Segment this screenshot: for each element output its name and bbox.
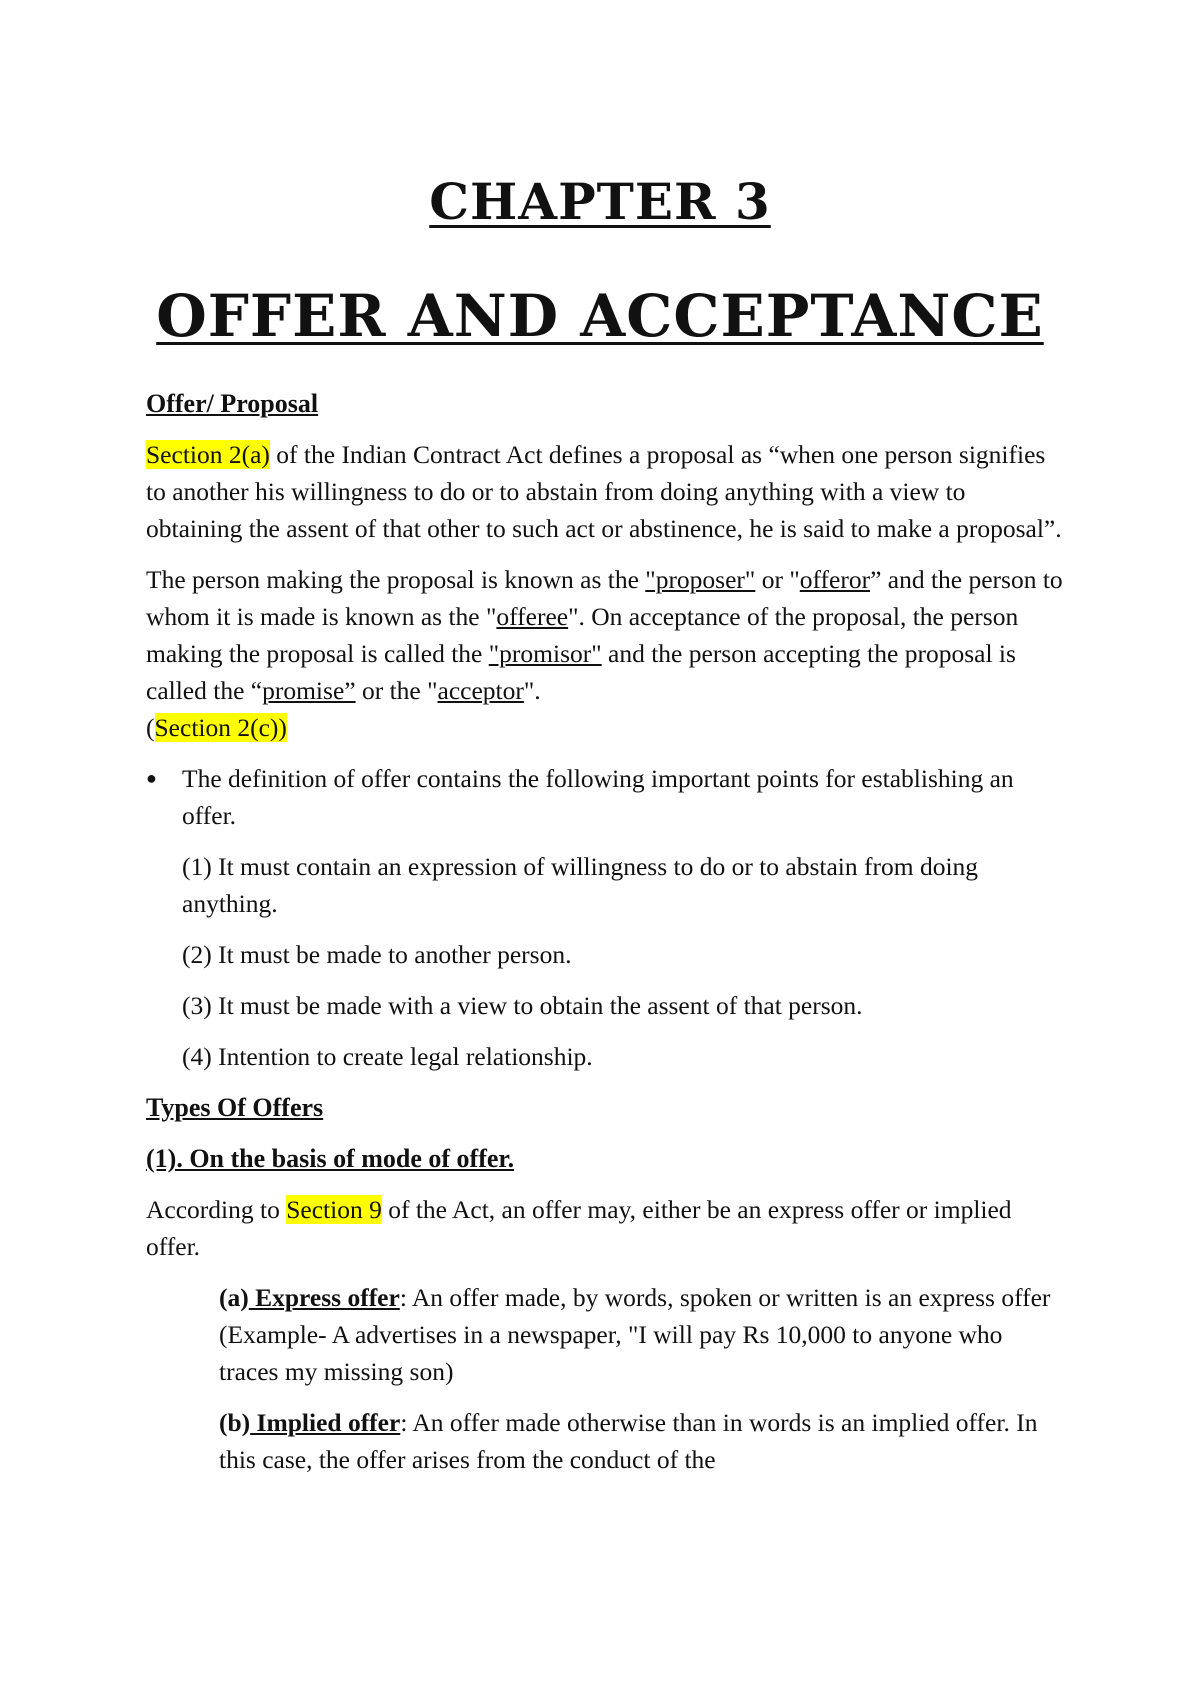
implied-offer-label: Implied offer	[250, 1408, 401, 1437]
text-run: ". On acceptance of the proposal, the person making the proposal is called the	[146, 602, 1019, 668]
express-offer-letter: (a)	[219, 1283, 249, 1312]
types-of-offers-heading: Types Of Offers	[146, 1093, 324, 1122]
bullet-dot-icon: ●	[146, 768, 157, 788]
text-run: or the "	[355, 676, 438, 705]
term-promise: promise”	[262, 676, 356, 705]
implied-offer-letter: (b)	[219, 1408, 251, 1437]
section-9-highlight: Section 9	[286, 1195, 382, 1224]
express-offer-paragraph	[219, 1279, 1066, 1390]
document-body	[146, 385, 1066, 1492]
implied-offer-paragraph	[219, 1404, 1066, 1478]
term-proposer: "proposer"	[645, 565, 756, 594]
chapter-number-title: CHAPTER 3	[429, 172, 771, 231]
text-run: According to	[146, 1195, 287, 1224]
section-2a-highlight: Section 2(a)	[146, 440, 270, 469]
implied-offer-text: An offer made otherwise than in words is an implied offer. In this case, the offer arises from the conduct of the	[219, 1408, 1038, 1474]
proposer-paragraph	[146, 561, 1066, 746]
bullet-text: The definition of offer contains the following important points for establishing an offer.	[182, 764, 1014, 830]
section-9-paragraph	[146, 1191, 1066, 1265]
text-run: :	[400, 1408, 408, 1437]
text-run: of the Act, an offer may, either be an express offer or implied offer.	[146, 1195, 1012, 1261]
text-run: :	[399, 1283, 407, 1312]
term-acceptor: acceptor	[437, 676, 524, 705]
text-run: ".	[523, 676, 541, 705]
chapter-title: OFFER AND ACCEPTANCE	[156, 282, 1044, 350]
point-4: (4) Intention to create legal relationship.	[182, 1042, 593, 1071]
text-run: ” and the person to whom it is made is known as the "	[146, 565, 1063, 631]
text-run: (	[146, 713, 155, 742]
point-2: (2) It must be made to another person.	[182, 940, 572, 969]
offer-proposal-heading: Offer/ Proposal	[146, 389, 319, 418]
express-offer-text: An offer made, by words, spoken or written is an express offer (Example- A advertises in a newspaper, "I will pay Rs 10,000 to anyone who traces my missing son)	[219, 1283, 1051, 1386]
term-offeree: offeree	[496, 602, 569, 631]
section-2a-paragraph	[146, 436, 1066, 547]
text-run: The person making the proposal is known as the	[146, 565, 646, 594]
section-2c-highlight: Section 2(c))	[154, 713, 287, 742]
text-run: and the person accepting the proposal is called the “	[146, 639, 1016, 705]
term-promisor: "promisor"	[488, 639, 602, 668]
point-3: (3) It must be made with a view to obtain the assent of that person.	[182, 991, 863, 1020]
mode-of-offer-subheading: (1). On the basis of mode of offer.	[146, 1144, 515, 1173]
section-2a-text: of the Indian Contract Act defines a proposal as “when one person signifies to another his willingness to do or to abstain from doing anything with a view to obtaining the assent of that other to such act or abstinence, he is said to make a proposal”.	[146, 440, 1062, 543]
express-offer-label: Express offer	[248, 1283, 400, 1312]
bullet-item	[146, 760, 1066, 834]
term-offeror: offeror	[799, 565, 871, 594]
text-run: or "	[755, 565, 800, 594]
point-1: (1) It must contain an expression of willingness to do or to abstain from doing anything.	[182, 852, 979, 918]
